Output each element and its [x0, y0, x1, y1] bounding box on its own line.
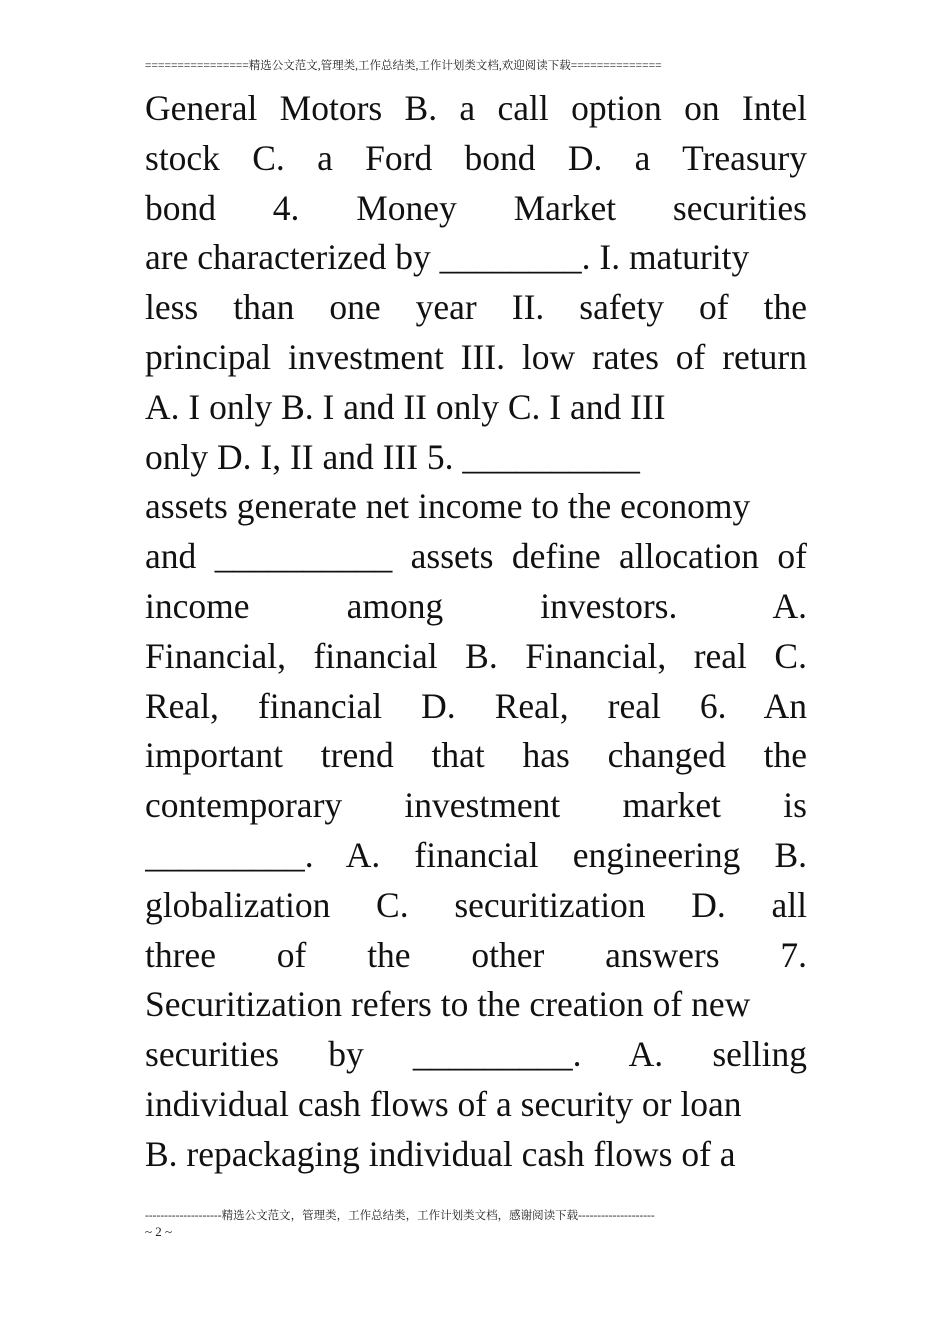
text-line: B. repackaging individual cash flows of a: [145, 1133, 736, 1174]
text-line: individual cash flows of a security or loan: [145, 1083, 742, 1124]
text-line: Securitization refers to the creation of new: [145, 984, 751, 1025]
text-line: income among investors. A.: [145, 585, 807, 626]
page-header: ================精选公文范文,管理类,工作总结类,工作计划类文档,欢迎阅读下载==============: [145, 60, 662, 72]
text-line: are characterized by ________. I. maturity: [145, 237, 750, 278]
page-footer: --------------------精选公文范文，管理类，工作总结类，工作计划类文档，感谢阅读下载--------------------: [145, 1210, 655, 1222]
text-line: bond 4. Money Market securities: [145, 187, 807, 228]
text-line: _________. A. financial engineering B.: [145, 834, 807, 875]
body-text: [145, 84, 807, 1180]
text-line: and __________ assets define allocation of: [145, 536, 807, 577]
text-line: Financial, financial B. Financial, real C.: [145, 635, 807, 676]
text-line: stock C. a Ford bond D. a Treasury: [145, 137, 807, 178]
text-line: contemporary investment market is: [145, 785, 807, 826]
text-line: three of the other answers 7.: [145, 934, 807, 975]
text-line: Real, financial D. Real, real 6. An: [145, 685, 807, 726]
text-line: important trend that has changed the: [145, 735, 807, 776]
text-line: less than one year II. safety of the: [145, 287, 807, 328]
text-line: securities by _________. A. selling: [145, 1034, 807, 1075]
text-line: assets generate net income to the economy: [145, 486, 751, 527]
text-line: General Motors B. a call option on Intel: [145, 88, 807, 128]
text-line: A. I only B. I and II only C. I and III: [145, 386, 666, 427]
text-line: only D. I, II and III 5. __________: [145, 436, 640, 477]
page-number: ~ 2 ~: [145, 1224, 173, 1239]
text-line: principal investment III. low rates of return: [145, 336, 807, 377]
text-line: globalization C. securitization D. all: [145, 884, 807, 925]
